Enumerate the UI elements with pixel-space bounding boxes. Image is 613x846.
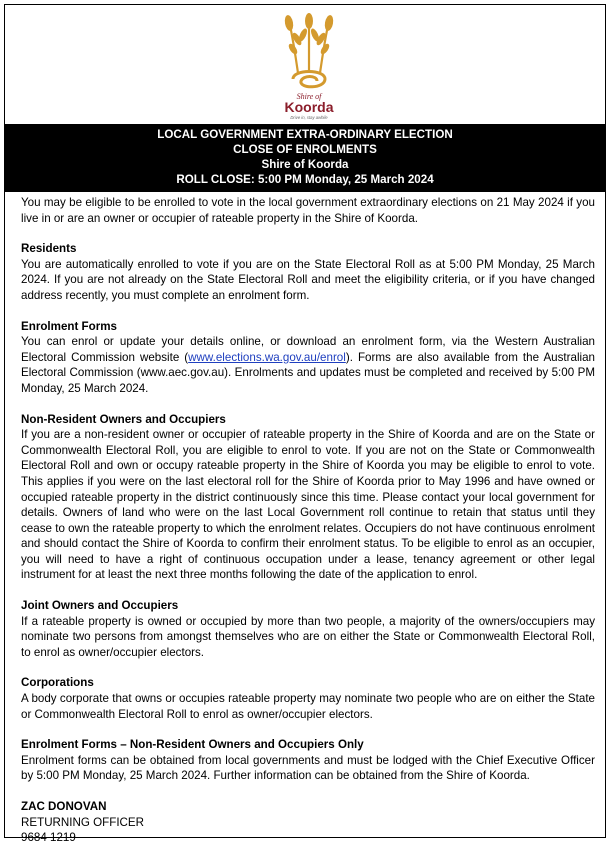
residents-section — [21, 241, 595, 303]
enrolment-forms-heading: Enrolment Forms — [21, 319, 117, 333]
nonres-forms-body: Enrolment forms can be obtained from local governments and must be lodged with the Chief Executive Officer by 5:00 PM Monday, 25 March 2024. Further information can be obtained from the Shire of Koorda. — [21, 753, 595, 783]
corporations-heading: Corporations — [21, 676, 94, 690]
logo-name: Koorda — [284, 99, 334, 115]
corporations-section — [21, 675, 595, 722]
corporations-body: A body corporate that owns or occupies rateable property may nominate two people who are on either the State or Commonwealth Electoral Roll to enrol as owner/occupier electors. — [21, 692, 595, 721]
joint-owners-body: If a rateable property is owned or occupied by more than two people, a majority of the owners/occupiers may nominate two persons from amongst themselves who are on either the State or Commonwealth Electoral Roll, to enrol as owner/occupier electors. — [21, 614, 595, 659]
residents-body: You are automatically enrolled to vote if you are on the State Electoral Roll as at 5:00 PM Monday, 25 March 2024. If you are not already on the State Electoral Roll and meet the eligibility criteria, or if you have changed address recently, you must complete an enrolment form. — [21, 257, 595, 302]
residents-heading: Residents — [21, 242, 77, 256]
non-resident-heading: Non-Resident Owners and Occupiers — [21, 412, 226, 426]
banner-line-3: Shire of Koorda — [261, 158, 349, 171]
notice-body — [21, 195, 595, 846]
shire-logo — [271, 13, 347, 121]
logo-line1: Shire of — [296, 92, 322, 101]
joint-owners-section — [21, 598, 595, 660]
enrolment-forms-text-1: You can enrol or update your details online, or download an enrolment form, via the Western Australian Electoral Commission website ( — [21, 335, 595, 364]
intro-paragraph: You may be eligible to be enrolled to vote in the local government extraordinary elections on 21 May 2024 if you live in or are an owner or occupier of rateable property in the Shire of Koorda. — [21, 196, 595, 225]
non-resident-section — [21, 412, 595, 584]
nonres-forms-section — [21, 737, 595, 784]
banner-line-2: CLOSE OF ENROLMENTS — [233, 143, 377, 156]
title-banner — [5, 124, 605, 192]
nonres-forms-heading: Enrolment Forms – Non-Resident Owners and Occupiers Only — [21, 738, 364, 752]
non-resident-body: If you are a non-resident owner or occupier of rateable property in the Shire of Koorda and are on the State or Commonwealth Electoral Roll, you are eligible to enrol to vote. If you are not on the State or Commonwealth Electoral Roll and own or occupy rateable property in the Shire of Koorda you may be eligible to enrol to vote. This applies if you were on the last electoral roll for the Shire of Koorda prior to May 1996 and have owned or occupied rateable property in the district continuously since this time. Please contact your local government for details. Owners of land who were on the last Local Government roll continue to retain that status until they cease to own the rateable property to which the enrolment relates. Occupiers do not have continuous enrolment and should contact the Shire of Koorda to confirm their enrolment status. To be eligible to enrol as an occupier, you will need to have a right of continuous occupation under a lease, tenancy agreement or other legal instrument for at least the next three months following the date of the application to enrol. — [21, 428, 595, 582]
enrolment-forms-section — [21, 319, 595, 397]
waec-enrol-link[interactable]: www.elections.wa.gov.au/enrol — [188, 350, 346, 364]
signature-block — [21, 799, 595, 846]
joint-owners-heading: Joint Owners and Occupiers — [21, 599, 179, 613]
officer-phone: 9684 1219 — [21, 831, 76, 845]
enrolment-forms-body — [21, 334, 595, 396]
banner-line-4: ROLL CLOSE: 5:00 PM Monday, 25 March 2024 — [176, 173, 434, 186]
wheat-sheaf-icon — [271, 13, 347, 121]
logo-tagline: Drive in, stay awhile — [290, 115, 328, 120]
enrolment-forms-text-2: ). Forms are also available from the Australian Electoral Commission (www.aec.gov.au). Enrolments and updates must be completed and received by 5:00 PM Monday, 25 March 2024. — [21, 350, 595, 395]
officer-name: ZAC DONOVAN — [21, 800, 107, 813]
banner-line-1: LOCAL GOVERNMENT EXTRA-ORDINARY ELECTION — [157, 128, 453, 141]
notice-frame — [4, 4, 606, 845]
officer-title: RETURNING OFFICER — [21, 815, 145, 829]
